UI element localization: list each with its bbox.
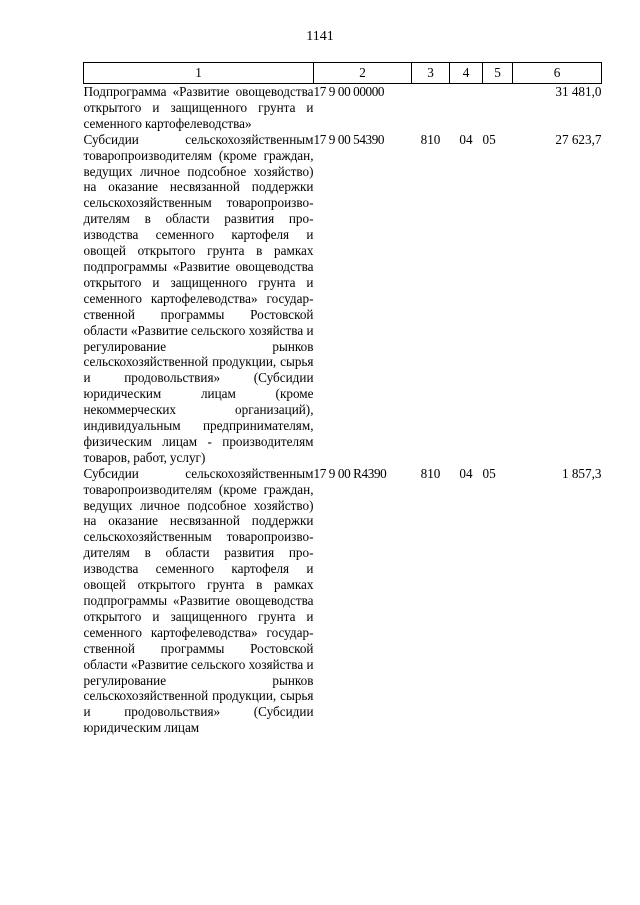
header-col-6: 6 [513, 63, 602, 84]
row-description: Субсидии сельскохозяйственным товаропроизводителям (кроме граждан, ведущих личное подсобное хозяйство) на оказание несвязанной поддержки сельскохозяйственным товаропроизводителям в области развития производства семенного картофеля и овощей открытого грунта в рамках подпрограммы «Развитие овощеводства открытого и защищенного грунта и семенного картофелеводства» государственной программы Ростовской области «Развитие сельского хозяйства и регулирование рынков сельскохозяйственной продукции, сырья и продовольствия» (Субсидии юридическим лицам [83, 465, 314, 736]
row-amount: 1 857,3 [561, 465, 602, 481]
header-col-3: 3 [412, 63, 450, 84]
header-col-5: 5 [483, 63, 513, 84]
row-target-code: 17 9 00 R4390 [313, 465, 387, 481]
row-amount: 27 623,7 [555, 131, 602, 147]
table-row [84, 466, 602, 736]
row-expense-type: 810 [420, 465, 441, 481]
row-expense-type: 810 [420, 131, 441, 147]
table-row [84, 132, 602, 466]
table-header-row [84, 63, 602, 84]
row-target-code: 17 9 00 00000 [313, 84, 385, 99]
row-subsection: 05 [482, 131, 496, 147]
row-target-code: 17 9 00 54390 [313, 131, 385, 147]
row-amount: 31 481,0 [555, 84, 602, 99]
row-subsection [483, 84, 513, 132]
table-row [84, 84, 602, 132]
budget-table [83, 62, 602, 736]
row-description: Субсидии сельскохозяйственным товаропроизводителям (кроме граждан, ведущих личное подсобное хозяйство) на оказание несвязанной поддержки сельскохозяйственным товаропроизводителям в области развития производства семенного картофеля и овощей открытого грунта в рамках подпрограммы «Развитие овощеводства открытого и защищенного грунта и семенного картофелеводства» государственной программы Ростовской области «Развитие сельского хозяйства и регулирование рынков сельскохозяйственной продукции, сырья и продовольствия» (Субсидии юридическим лицам (кроме некоммерческих организаций), индивидуальным предпринимателям, физическим лицам - производителям товаров, работ, услуг) [83, 131, 314, 465]
header-col-1: 1 [84, 63, 314, 84]
row-section [450, 84, 483, 132]
row-section: 04 [459, 131, 473, 147]
row-subsection: 05 [482, 465, 496, 481]
page-number: 1141 [306, 29, 334, 44]
row-section: 04 [459, 465, 473, 481]
row-expense-type [412, 84, 450, 132]
header-col-2: 2 [314, 63, 412, 84]
header-col-4: 4 [450, 63, 483, 84]
row-description: Подпрограмма «Развитие овощеводства открытого и защищенного грунта и семенного картофелеводства» [83, 84, 314, 131]
